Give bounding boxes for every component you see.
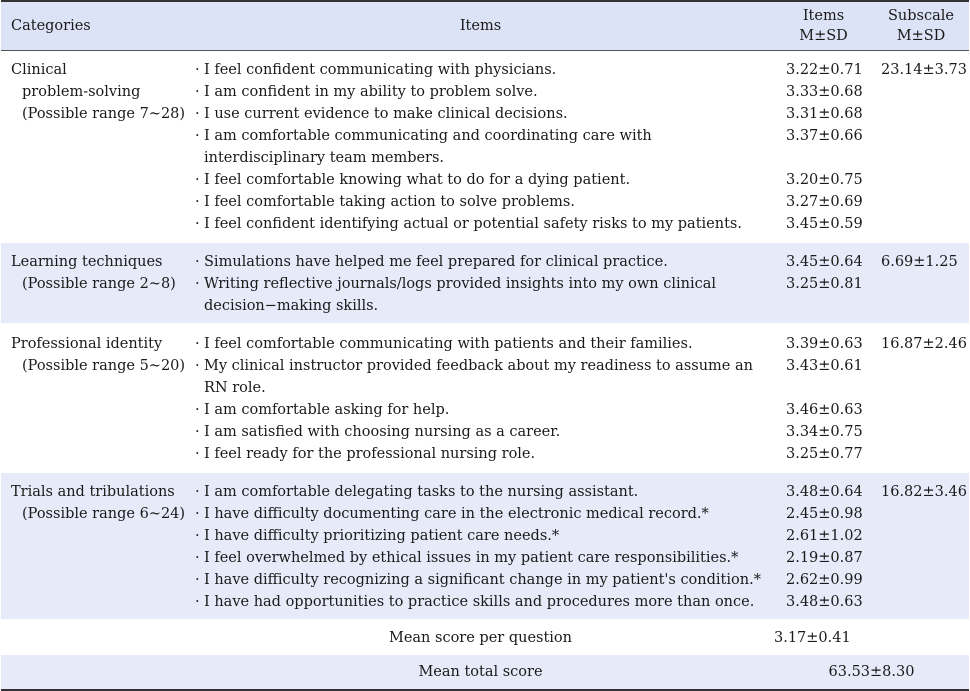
item-msd: 3.43±0.61 [786,358,863,374]
bullet-mark: · [195,216,200,232]
item-msd: 3.48±0.64 [774,472,873,503]
item-cell [187,125,774,169]
bullet-mark: · [195,446,200,462]
subscale-msd: 16.82±3.46 [873,472,969,620]
item-text: I feel comfortable communicating with patients and their families. [204,336,693,352]
subscale-msd: 23.14±3.73 [881,62,967,78]
item-cell [187,421,774,443]
bullet-mark: · [195,594,200,610]
item-cell [187,443,774,472]
bullet-mark: · [195,194,200,210]
bullet-mark: · [195,336,200,352]
category-cell [1,324,187,472]
category-cell [1,242,187,324]
item-text: I feel comfortable knowing what to do for a dying patient. [204,172,631,188]
subscale-msd: 16.87±2.46 [873,324,969,472]
item-text: I am comfortable asking for help. [204,402,450,418]
item-msd: 3.20±0.75 [786,172,863,188]
bullet-mark: · [195,550,200,566]
item-text: I have difficulty prioritizing patient care needs.* [204,528,560,544]
category-cell [1,472,187,620]
item-cell [187,169,774,191]
item-text: I have had opportunities to practice skills and procedures more than once. [204,594,755,610]
bullet-mark: · [195,572,200,588]
item-text: I am satisfied with choosing nursing as a career. [204,424,561,440]
category-range: (Possible range 6~24) [22,506,186,522]
item-text: I use current evidence to make clinical decisions. [204,106,568,122]
bullet-mark: · [195,528,200,544]
item-msd: 2.19±0.87 [774,547,873,569]
item-text: My clinical instructor provided feedback about my readiness to assume an RN role. [204,358,753,396]
item-text: I have difficulty recognizing a significant change in my patient's condition.* [204,572,761,588]
mean-per-question-label: Mean score per question [187,620,774,655]
item-cell [187,191,774,213]
item-msd: 3.25±0.77 [786,446,863,462]
item-msd: 3.31±0.68 [786,106,863,122]
mean-total-label: Mean total score [187,655,774,690]
bullet-mark: · [195,128,200,144]
bullet-mark: · [195,484,200,500]
item-cell [187,525,774,547]
item-cell [187,51,774,82]
item-text: I am comfortable delegating tasks to the nursing assistant. [204,484,639,500]
item-msd: 3.25±0.81 [774,273,873,324]
category-name: Clinical [11,62,67,78]
header-subscale-msd [873,1,969,51]
bullet-mark: · [195,358,200,374]
subscale-msd: 6.69±1.25 [873,242,969,324]
item-msd: 3.46±0.63 [786,402,863,418]
item-msd: 3.33±0.68 [786,84,863,100]
header-items-line1: Items [802,8,845,24]
item-text: I am comfortable communicating and coordinating care with interdisciplinary team members. [204,128,652,166]
item-msd: 2.62±0.99 [774,569,873,591]
item-text: Writing reflective journals/logs provided insights into my own clinical decision−making skills. [204,276,717,314]
item-cell [187,472,774,503]
item-msd: 3.37±0.66 [786,128,863,144]
category-name-cont: problem-solving [22,84,141,100]
category-range: (Possible range 2~8) [22,276,176,292]
item-cell [187,399,774,421]
item-msd: 3.22±0.71 [786,62,863,78]
item-text: Simulations have helped me feel prepared for clinical practice. [204,254,668,270]
header-row [1,1,969,51]
bullet-mark: · [195,424,200,440]
category-range: (Possible range 5~20) [22,358,186,374]
score-table [1,0,969,691]
bullet-mark: · [195,106,200,122]
header-subscale-line2: M±SD [896,28,946,44]
item-cell [187,547,774,569]
item-msd: 2.61±1.02 [774,525,873,547]
bullet-mark: · [195,506,200,522]
table-row [1,324,969,355]
item-text: I feel confident communicating with physicians. [204,62,557,78]
bullet-mark: · [195,62,200,78]
bullet-mark: · [195,402,200,418]
item-cell [187,355,774,399]
item-msd: 3.34±0.75 [786,424,863,440]
item-cell [187,242,774,273]
bullet-mark: · [195,84,200,100]
category-range: (Possible range 7~28) [22,106,186,122]
item-msd: 3.27±0.69 [786,194,863,210]
mean-total-value: 63.53±8.30 [774,655,969,690]
item-cell [187,503,774,525]
category-name: Professional identity [11,336,163,352]
table-row [1,242,969,273]
bullet-mark: · [195,254,200,270]
header-categories: Categories [1,1,187,51]
bullet-mark: · [195,172,200,188]
item-msd: 3.48±0.63 [774,591,873,620]
item-msd: 3.45±0.59 [786,216,863,232]
item-cell [187,273,774,324]
mean-per-question-row [1,620,969,655]
header-subscale-line1: Subscale [888,8,954,24]
item-text: I feel comfortable taking action to solve problems. [204,194,575,210]
item-cell [187,103,774,125]
category-name: Trials and tribulations [11,484,175,500]
item-cell [187,213,774,242]
header-items: Items [187,1,774,51]
item-text: I am confident in my ability to problem solve. [204,84,538,100]
item-cell [187,569,774,591]
item-text: I feel overwhelmed by ethical issues in my patient care responsibilities.* [204,550,739,566]
item-cell [187,81,774,103]
category-name: Learning techniques [11,254,163,270]
mean-per-question-value: 3.17±0.41 [774,620,873,655]
table-row [1,472,969,503]
item-text: I feel confident identifying actual or potential safety risks to my patients. [204,216,742,232]
bullet-mark: · [195,276,200,292]
item-cell [187,591,774,620]
table-row [1,51,969,82]
item-msd: 3.45±0.64 [774,242,873,273]
header-items-line2: M±SD [799,28,848,44]
item-msd: 3.39±0.63 [774,324,873,355]
item-cell [187,324,774,355]
mean-total-row [1,655,969,690]
item-text: I have difficulty documenting care in the electronic medical record.* [204,506,709,522]
header-items-msd [774,1,873,51]
category-cell [1,51,187,243]
item-text: I feel ready for the professional nursing role. [204,446,536,462]
item-msd: 2.45±0.98 [774,503,873,525]
